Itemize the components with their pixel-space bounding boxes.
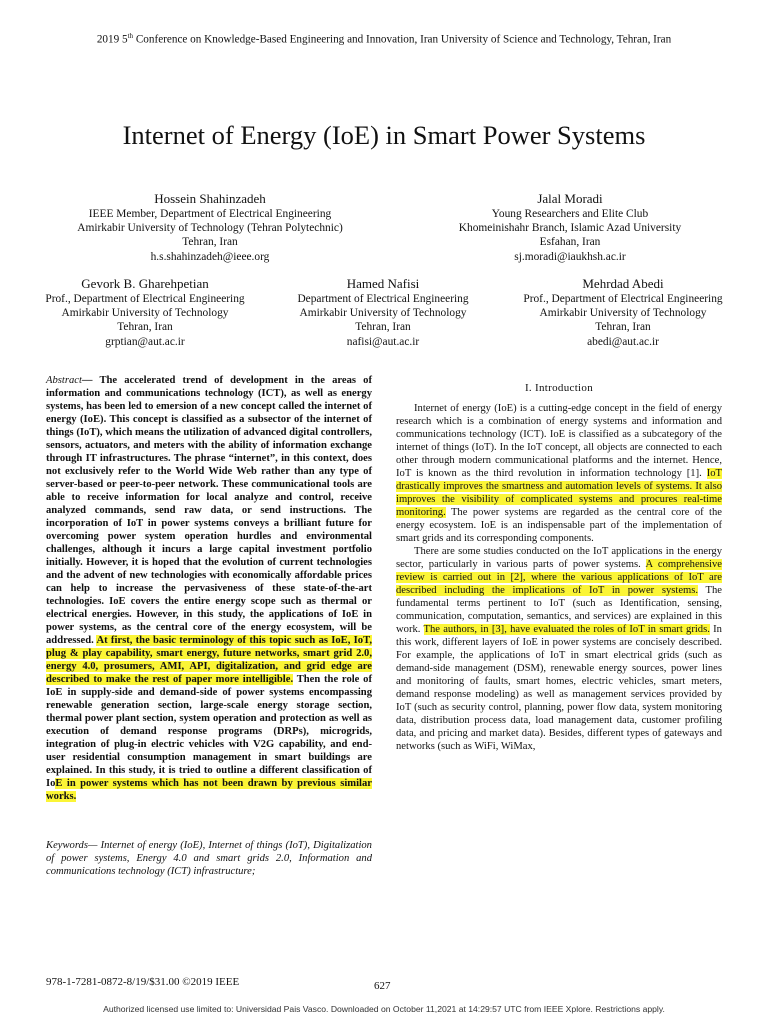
paper-title: Internet of Energy (IoE) in Smart Power Systems	[122, 120, 646, 150]
keywords-label: Keywords	[46, 840, 88, 851]
author-name: Hamed Nafisi	[346, 276, 420, 291]
author-name: Hossein Shahinzadeh	[154, 191, 266, 206]
paragraph: There are some studies conducted on the IoT applications in the energy sector, particularly in various parts of power systems. A comprehensive review is carried out in [2], where the various applications of IoT are described including the implications of IoT in power systems. The fundamental terms pertinent to IoT (such as Identification, sensing, communication, computation, semantics, and services) are explained in this work. The authors, in [3], have evaluated the roles of IoT in smart grids. In this work, different layers of IoE in power systems are concisely described. For example, the applications of IoT in smart electrical grids (such as demand-side management (DSM), renewable energy sources, power lines and monitoring of faults, smart homes, electric vehicles, smart meters, demand response modeling) as well as management services provided by IoT (such as security control, planning, power flow data, system monitoring data, distribution process data, load management data, customer profiling data, and pricing and market data). Besides, different types of gateways and networks (such as WiFi, WiMax,	[396, 546, 723, 752]
highlight: At first, the basic terminology of this topic such as IoE, IoT, plug & play capability, smart energy, future networks, smart grid 2.0, energy 4.0, prosumers, AMI, API, digitalization, and grid edge are described to make the rest of paper more intelligible.	[46, 635, 372, 685]
author-affiliation: IEEE Member, Department of Electrical Engineering	[88, 208, 332, 220]
author-affiliation: Prof., Department of Electrical Engineering	[523, 293, 723, 305]
author-location: Tehran, Iran	[182, 236, 238, 249]
author-email: grptian@aut.ac.ir	[105, 335, 185, 348]
author-name: Jalal Moradi	[537, 191, 603, 206]
author-affiliation: Khomeinishahr Branch, Islamic Azad University	[458, 222, 682, 235]
author-affiliation: Young Researchers and Elite Club	[491, 208, 649, 220]
section-heading: I. Introduction	[524, 382, 594, 394]
highlight: The authors, in [3], have evaluated the roles of IoT in smart grids.	[423, 624, 710, 635]
author-location: Tehran, Iran	[117, 321, 173, 334]
license-notice: Authorized licensed use limited to: Universidad Pais Vasco. Downloaded on October 11,2021 at 14:29:57 UTC from IEEE Xplore. Restrictions apply.	[103, 1004, 665, 1014]
author-block	[400, 190, 740, 264]
introduction-body	[396, 402, 722, 753]
author-affiliation: Amirkabir University of Technology (Tehran Polytechnic)	[77, 222, 343, 235]
author-email: sj.moradi@iaukhsh.ac.ir	[514, 250, 626, 263]
author-location: Esfahan, Iran	[539, 236, 601, 249]
author-location: Tehran, Iran	[595, 321, 651, 334]
author-block	[40, 190, 380, 264]
author-email: h.s.shahinzadeh@ieee.org	[150, 250, 270, 263]
author-name: Mehrdad Abedi	[582, 276, 664, 291]
author-affiliation: Prof., Department of Electrical Engineering	[45, 293, 245, 305]
author-location: Tehran, Iran	[355, 321, 411, 334]
author-affiliation: Amirkabir University of Technology	[299, 307, 467, 320]
isbn-copyright: 978-1-7281-0872-8/19/$31.00 ©2019 IEEE	[46, 976, 240, 988]
abstract-label: Abstract	[46, 375, 82, 386]
highlight: IoT drastically improves the smartness and automation levels of systems. It also improves the visibility of complicated systems and procures real-time monitoring.	[396, 468, 722, 518]
page-number: 627	[374, 980, 391, 992]
author-affiliation: Amirkabir University of Technology	[539, 307, 707, 320]
author-email: abedi@aut.ac.ir	[587, 335, 659, 348]
author-affiliation: Department of Electrical Engineering	[297, 293, 469, 305]
highlight: E in power systems which has not been drawn by previous similar works.	[46, 778, 372, 802]
author-block	[20, 275, 270, 349]
author-block	[498, 275, 748, 349]
conference-header: 2019 5th Conference on Knowledge-Based Engineering and Innovation, Iran University of Science and Technology, Tehran, Iran	[96, 32, 672, 46]
highlight: A comprehensive review is carried out in [2], where the various applications of IoT are described including the implications of IoT in power systems.	[396, 559, 723, 596]
author-email: nafisi@aut.ac.ir	[346, 335, 420, 348]
keywords: Keywords— Internet of energy (IoE), Internet of things (IoT), Digitalization of power systems, Energy 4.0 and smart grids 2.0, Information and communications technology (ICT) infrastructure;	[46, 840, 372, 877]
abstract: Abstract— The accelerated trend of development in the areas of information and communications technology (ICT), as well as energy systems, has been led to emersion of a new concept called the internet of energy (IoE). This concept is classified as a subsector of the internet of things (IoT), which means the utilization of advanced digital controllers, sensors, actuators, and meters with the ability of information exchange through IT infrastructures. The phrase “internet”, in this context, does not exclusively refer to the World Wide Web rather than any type of server-based or peer-to-peer network. These communicational tools are able to receive information for local analyze and control, receive analyzed commands, send raw data, or send instructions. The incorporation of IoT in power systems conveys a brilliant future for overcoming power system operation hurdles and environmental challenges, although it incurs a large capital investment portfolio initially. However, it is hoped that the evolution of current technologies and the advent of new technologies with economically affordable prices can help to increase the pervasiveness of these state-of-the-art technologies. IoE covers the entire energy scope such as thermal or electrical energies. However, in this study, the applications of IoE in power systems, as the central core of the energy ecosystem, will be addressed. At first, the basic terminology of this topic such as IoE, IoT, plug & play capability, smart energy, future networks, smart grid 2.0, energy 4.0, prosumers, AMI, API, digitalization, and grid edge are described to make the rest of paper more intelligible. Then the role of IoE in supply-side and demand-side of power systems encompassing renewable generation section, large-scale energy storage section, thermal power plant section, system operation and protection as well as execution of demand response programs (DRPs), microgrids, integration of plug-in electric vehicles with V2G capability, and end-user residential consumption management in smart buildings are explained. In this study, it is tried to outline a different classification of IoE in power systems which has not been drawn by previous similar works.	[46, 375, 372, 802]
author-block	[258, 275, 508, 349]
author-name: Gevork B. Gharehpetian	[81, 276, 209, 291]
paragraph: Internet of energy (IoE) is a cutting-edge concept in the field of energy research which is a combination of energy systems and information and communications technology (ICT). IoE is classified as a subcategory of the internet of things (IoT). In the IoT concept, all objects are connected to each other through modern communicational platforms and the internet. Hence, IoT is known as the third revolution in information technology [1]. IoT drastically improves the smartness and automation levels of systems. It also improves the visibility of complicated systems and procures real-time monitoring. The power systems are regarded as the central core of the energy ecosystem. IoE is an indispensable part of the implementation of smart grids and its corresponding components.	[396, 403, 722, 544]
author-affiliation: Amirkabir University of Technology	[61, 307, 229, 320]
